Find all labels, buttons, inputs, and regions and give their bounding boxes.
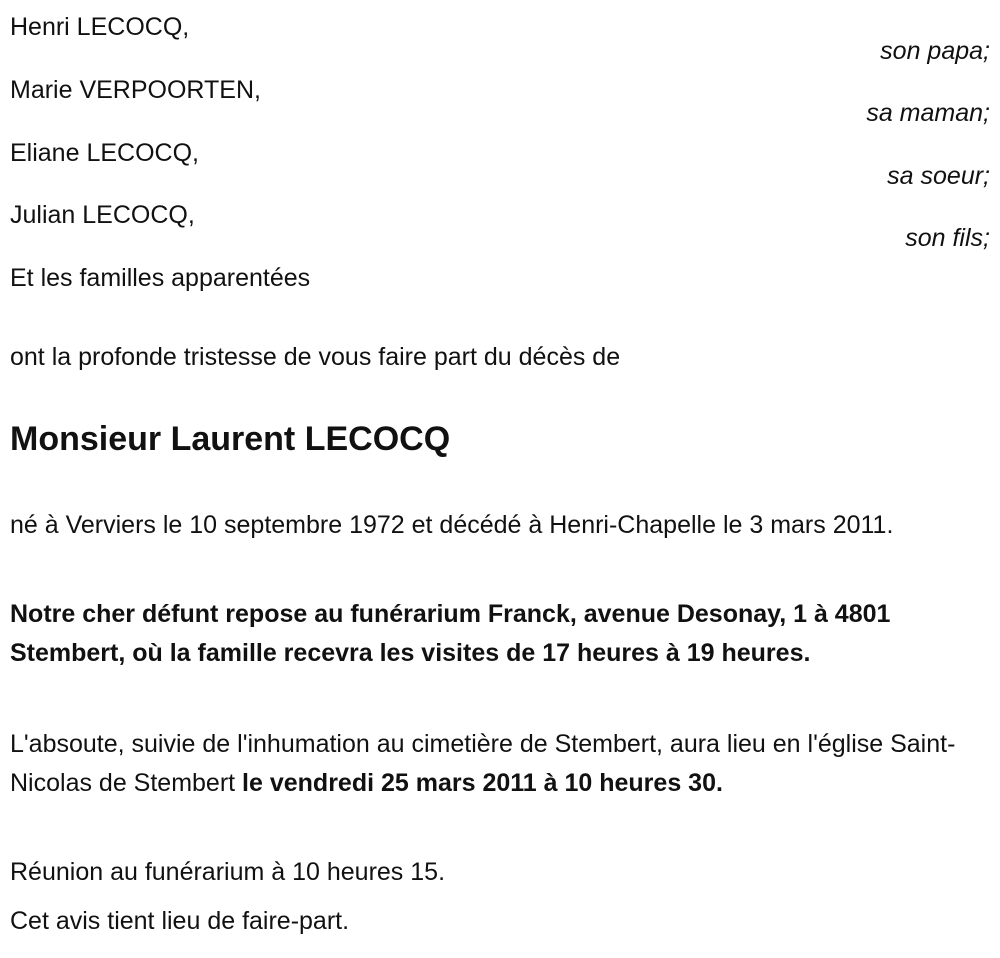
- notice: Cet avis tient lieu de faire-part.: [10, 907, 350, 935]
- family-relation: son papa;: [880, 37, 990, 65]
- family-relation: son fils;: [905, 224, 990, 252]
- family-name: Eliane LECOCQ,: [10, 139, 199, 167]
- family-name: Henri LECOCQ,: [10, 13, 190, 41]
- families-line: Et les familles apparentées: [10, 264, 311, 292]
- family-relation: sa soeur;: [887, 162, 990, 190]
- family-relation: sa maman;: [866, 99, 990, 127]
- deceased-name: Monsieur Laurent LECOCQ: [10, 420, 451, 458]
- family-name: Julian LECOCQ,: [10, 201, 195, 229]
- birth-death: né à Verviers le 10 septembre 1972 et décédé à Henri-Chapelle le 3 mars 2011.: [10, 511, 894, 539]
- repose-info: Notre cher défunt repose au funérarium Franck, avenue Desonay, 1 à 4801 Stembert, où la famille recevra les visites de 17 heures à 19 heures.: [10, 600, 891, 667]
- meeting-info: Réunion au funérarium à 10 heures 15.: [10, 858, 446, 886]
- ceremony-date: le vendredi 25 mars 2011 à 10 heures 30.: [242, 769, 723, 797]
- family-name: Marie VERPOORTEN,: [10, 76, 261, 104]
- ceremony-info: [10, 725, 986, 803]
- ceremony-text: L'absoute, suivie de l'inhumation au cimetière de Stembert, aura lieu en l'église Saint-Nicolas de Stembert: [10, 730, 956, 797]
- intro-line: ont la profonde tristesse de vous faire part du décès de: [10, 343, 621, 371]
